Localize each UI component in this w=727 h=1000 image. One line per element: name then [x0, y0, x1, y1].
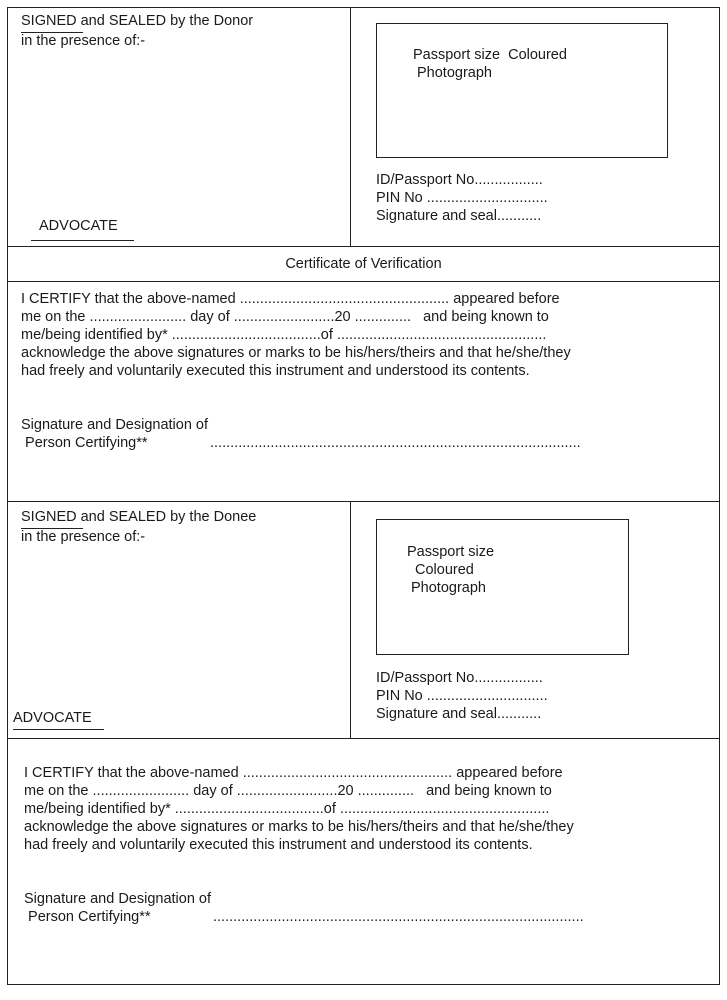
- donee-signature-seal-field: Signature and seal...........: [376, 706, 542, 722]
- donee-signed-text: SIGNED and SEALED by the Donee: [21, 509, 257, 525]
- donor-pin-field: PIN No ..............................: [376, 190, 548, 206]
- donor-signature-seal-field: Signature and seal...........: [376, 208, 542, 224]
- donor-advocate-label: ADVOCATE: [39, 218, 118, 234]
- certificate-2-line-1: I CERTIFY that the above-named .................................................... appeared before: [24, 765, 563, 781]
- donee-section-bottom-rule: [7, 738, 720, 739]
- certificate-2-signature-label: Signature and Designation of: [24, 891, 212, 907]
- donee-presence-text: in the presence of:-: [21, 529, 146, 545]
- certificate-1-person-certifying: Person Certifying**: [21, 435, 148, 451]
- certificate-2-line-4: acknowledge the above signatures or marks to be his/hers/theirs and that he/she/they: [24, 819, 574, 835]
- certificate-1-line-1: I CERTIFY that the above-named .................................................... appeared before: [21, 291, 560, 307]
- certificate-1-line-5: had freely and voluntarily executed this instrument and understood its contents.: [21, 363, 530, 379]
- donor-presence-text: in the presence of:-: [21, 33, 146, 49]
- donor-column-divider: [350, 7, 351, 247]
- verification-title-bottom-rule: [7, 281, 720, 282]
- donor-advocate-signature-line: [31, 240, 134, 241]
- certificate-2-line-5: had freely and voluntarily executed this instrument and understood its contents.: [24, 837, 533, 853]
- donee-id-passport-field: ID/Passport No.................: [376, 670, 543, 686]
- donor-photo-box: [376, 23, 668, 158]
- certificate-2-person-certifying: Person Certifying**: [24, 909, 151, 925]
- donee-advocate-signature-line: [13, 729, 104, 730]
- donee-photo-label-3: Photograph: [411, 580, 486, 596]
- donor-section-bottom-rule: [7, 246, 720, 247]
- donee-photo-box: [376, 519, 629, 655]
- verification-title: Certificate of Verification: [285, 256, 442, 272]
- donee-advocate-label: ADVOCATE: [13, 710, 92, 726]
- donor-photo-label-2: Photograph: [417, 65, 492, 81]
- donee-photo-label: Passport size: [407, 544, 495, 560]
- donor-id-passport-field: ID/Passport No.................: [376, 172, 543, 188]
- certificate-1-signature-dots: ............................................................................................: [210, 435, 581, 451]
- certificate-1-line-3: me/being identified by* .....................................of ....................................................: [21, 327, 547, 343]
- donee-photo-label-2: Coloured: [415, 562, 474, 578]
- certificate-1-line-2: me on the ........................ day of .........................20 .............. and being known to: [21, 309, 549, 325]
- certificate-2-line-2: me on the ........................ day of .........................20 .............. and being known to: [24, 783, 552, 799]
- certificate-2-signature-dots: ............................................................................................: [213, 909, 584, 925]
- certificate-1-line-4: acknowledge the above signatures or marks to be his/hers/theirs and that he/she/they: [21, 345, 571, 361]
- certificate-1-bottom-rule: [7, 501, 720, 502]
- certificate-2-line-3: me/being identified by* .....................................of ....................................................: [24, 801, 550, 817]
- donor-photo-label: Passport size Coloured: [413, 47, 567, 63]
- donee-column-divider: [350, 501, 351, 738]
- donee-pin-field: PIN No ..............................: [376, 688, 548, 704]
- donor-signed-text: SIGNED and SEALED by the Donor: [21, 13, 254, 29]
- certificate-1-signature-label: Signature and Designation of: [21, 417, 209, 433]
